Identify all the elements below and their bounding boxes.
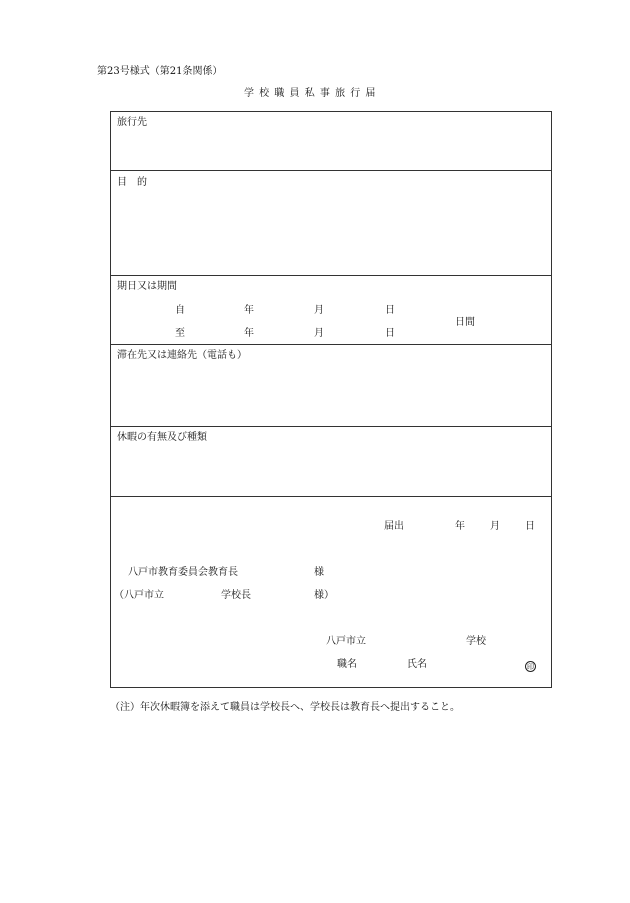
submission-day: 日 (525, 521, 535, 532)
form-box (110, 111, 552, 688)
period-from-day: 日 (385, 305, 395, 316)
divider-period (110, 275, 552, 276)
period-from-year: 年 (244, 305, 254, 316)
submission-year: 年 (455, 521, 465, 532)
divider-contact (110, 344, 552, 345)
applicant-city: 八戸市立 (326, 636, 366, 647)
period-from-label: 自 (175, 305, 185, 316)
divider-purpose (110, 170, 552, 171)
contact-label: 滞在先又は連絡先（電話も） (117, 350, 247, 361)
addressee-principal-city: （八戸市立 (114, 590, 164, 601)
form-number: 第23号様式（第21条関係） (97, 66, 223, 77)
destination-label: 旅行先 (117, 117, 147, 128)
applicant-position-label: 職名 (337, 659, 357, 670)
submission-month: 月 (490, 521, 500, 532)
period-to-label: 至 (175, 328, 185, 339)
addressee-principal-honorific: 様） (314, 590, 334, 601)
purpose-label: 目 的 (117, 177, 147, 188)
seal-icon: 印 (527, 663, 534, 671)
period-from-month: 月 (314, 305, 324, 316)
footnote: （注）年次休暇簿を添えて職員は学校長へ、学校長は教育長へ提出すること。 (110, 702, 460, 713)
applicant-name-label: 氏名 (407, 659, 427, 670)
divider-submission (110, 496, 552, 497)
period-days-count-label: 日間 (455, 317, 475, 328)
applicant-school: 学校 (466, 636, 486, 647)
addressee-principal-school: 学校長 (221, 590, 251, 601)
period-to-day: 日 (385, 328, 395, 339)
addressee-superintendent: 八戸市教育委員会教育長 (128, 567, 238, 578)
form-title: 学 校 職 員 私 事 旅 行 届 (244, 88, 377, 99)
period-label: 期日又は期間 (117, 281, 177, 292)
addressee-superintendent-honorific: 様 (314, 567, 324, 578)
divider-leave (110, 426, 552, 427)
period-to-month: 月 (314, 328, 324, 339)
leave-label: 休暇の有無及び種類 (117, 432, 207, 443)
submission-date-prefix: 届出 (384, 521, 404, 532)
period-to-year: 年 (244, 328, 254, 339)
